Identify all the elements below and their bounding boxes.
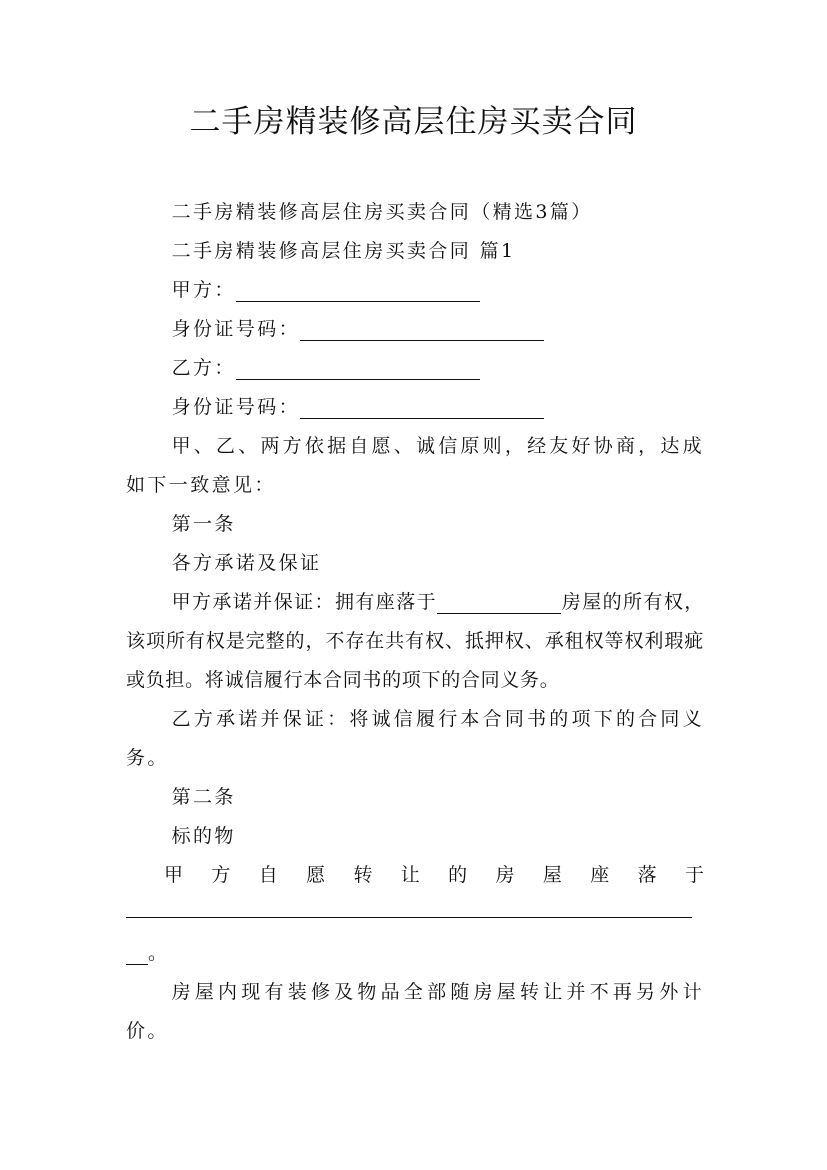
spread-char: 自 [258,864,278,886]
spread-char: 于 [684,864,704,886]
party-b-line [126,349,704,388]
article-1-heading: 第一条 [171,513,236,535]
party-b-blank [236,357,480,380]
party-a-id-line [126,310,704,349]
party-a-blank [236,279,480,302]
contract-subtitle: 二手房精装修高层住房买卖合同（精选3篇） [171,201,593,223]
address-end-line [126,934,704,973]
part-heading: 二手房精装修高层住房买卖合同 篇1 [171,240,516,262]
party-a-id-blank [300,318,544,341]
party-a-label: 甲方： [171,279,236,301]
article-1-p1-rest: 房屋的所有权，该项所有权是完整的，不存在共有权、抵押权、承租权等权利瑕疵或负担。将诚信履行本合同书的项下的合同义务。 [126,591,704,691]
address-blank-end [126,942,148,965]
spread-char: 屋 [542,864,562,886]
location-blank [437,591,561,614]
article-2-title: 标的物 [171,825,236,847]
spread-char: 落 [637,864,657,886]
article-1-title: 各方承诺及保证 [171,552,322,574]
article-2-paragraph-2: 房屋内现有装修及物品全部随房屋转让并不再另外计价。 [126,981,704,1042]
article-1-p1-start: 甲方承诺并保证：拥有座落于 [171,591,438,613]
spread-char: 的 [448,864,468,886]
address-period: 。 [148,942,170,964]
party-a-line [126,271,704,310]
party-b-id-line [126,388,704,427]
spread-char: 甲 [164,864,184,886]
article-2-heading: 第二条 [171,786,236,808]
spread-char: 房 [495,864,515,886]
spread-char: 座 [590,864,610,886]
party-a-id-label: 身份证号码： [171,318,300,340]
spread-char: 方 [211,864,231,886]
spread-char: 让 [400,864,420,886]
document-title: 二手房精装修高层住房买卖合同 [189,104,638,140]
document-body [126,193,704,1051]
party-b-id-blank [300,396,544,419]
party-b-label: 乙方： [171,357,236,379]
article-2-paragraph-1 [126,856,704,895]
intro-paragraph: 甲、乙、两方依据自愿、诚信原则，经友好协商，达成如下一致意见： [126,435,704,496]
article-1-paragraph-2: 乙方承诺并保证：将诚信履行本合同书的项下的合同义务。 [126,708,704,769]
spread-char: 愿 [306,864,326,886]
article-1-paragraph-1 [126,583,704,700]
party-b-id-label: 身份证号码： [171,396,300,418]
address-long-blank [126,895,704,934]
spread-char: 转 [353,864,373,886]
address-blank-line [126,895,692,918]
